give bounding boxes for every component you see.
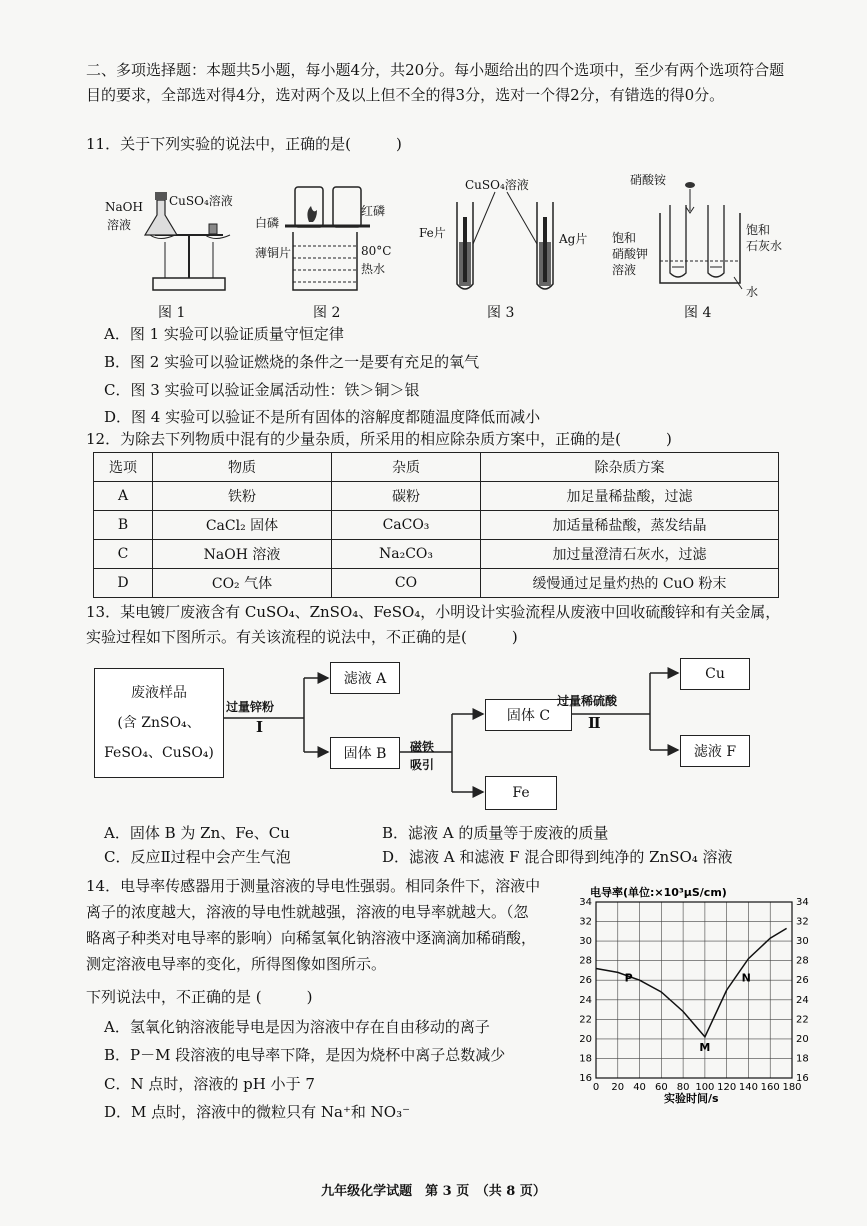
y-tick-label-right: 18 [796, 1053, 809, 1065]
y-tick-label-left: 34 [579, 897, 592, 908]
x-tick-label: 140 [738, 1082, 758, 1093]
q13-option-c: C．反应Ⅱ过程中会产生气泡 [104, 848, 291, 866]
x-tick-label: 120 [717, 1082, 737, 1093]
question-14-stem-line-3: 略离子种类对电导率的影响）向稀氢氧化钠溶液中逐滴滴加稀硝酸， [86, 929, 537, 947]
table-cell: 加过量澄清石灰水，过滤 [481, 540, 779, 569]
q13-option-a: A．固体 B 为 Zn、Fe、Cu [104, 824, 290, 842]
y-tick-label-right: 24 [796, 994, 809, 1006]
table-cell: B [94, 511, 153, 540]
fig2-white-p-label: 白磷 [255, 216, 280, 230]
table-cell: NaOH 溶液 [153, 540, 332, 569]
flow-sample-line-2: (含 ZnSO₄、 [117, 715, 201, 731]
q11-option-d: D．图 4 实验可以验证不是所有固体的溶解度都随温度降低而减小 [104, 408, 541, 426]
flow-waste-sample-box [94, 668, 224, 778]
question-14-stem-line-4: 测定溶液电导率的变化，所得图像如图所示。 [86, 955, 387, 973]
fig4-kno3-label-1: 饱和 [612, 231, 637, 245]
fig1-caption: 图 1 [158, 305, 186, 321]
y-tick-label-left: 18 [579, 1053, 592, 1065]
chart-xlabel: 实验时间/s [664, 1092, 719, 1105]
question-13-stem-line-2: 实验过程如下图所示。有关该流程的说法中，不正确的是( ) [86, 628, 518, 646]
x-tick-label: 80 [676, 1082, 690, 1093]
x-tick-label: 160 [760, 1082, 780, 1093]
question-13-stem-line-1: 13．某电镀厂废液含有 CuSO₄、ZnSO₄、FeSO₄，小明设计实验流程从废液中回收硫酸锌和有关金属， [86, 603, 781, 621]
flow-sample-line-1: 废液样品 [131, 685, 187, 701]
x-tick-label: 40 [633, 1082, 646, 1093]
x-tick-label: 20 [611, 1082, 625, 1093]
q11-option-c: C．图 3 实验可以验证金属活动性：铁＞铜＞银 [104, 381, 420, 399]
fig1-naoh-label-2: 溶液 [107, 218, 132, 232]
table-header: 杂质 [332, 453, 481, 482]
table-cell: D [94, 569, 153, 598]
conductivity-chart [560, 880, 810, 1110]
table-header: 选项 [94, 453, 153, 482]
flow-step2-number: Ⅱ [588, 714, 601, 732]
table-cell: 加适量稀盐酸，蒸发结晶 [481, 511, 779, 540]
q11-option-b: B．图 2 实验可以验证燃烧的条件之一是要有充足的氧气 [104, 353, 480, 371]
fig2-cu-sheet-label: 薄铜片 [255, 246, 292, 260]
table-cell: 缓慢通过足量灼热的 CuO 粉末 [481, 569, 779, 598]
y-tick-label-right: 20 [796, 1033, 809, 1045]
table-cell: CaCl₂ 固体 [153, 511, 332, 540]
y-tick-label-right: 22 [796, 1014, 809, 1026]
flow-magnet-label-2: 吸引 [410, 758, 435, 772]
question-14-stem-line-2: 离子的浓度越大，溶液的导电性就越强，溶液的电导率就越大。（忽 [86, 903, 529, 921]
table-cell: CO [332, 569, 481, 598]
chart-grid [596, 902, 792, 1078]
q13-option-b: B．滤液 A 的质量等于废液的质量 [382, 824, 609, 842]
fig4-water-label: 水 [746, 285, 759, 299]
y-tick-label-left: 26 [579, 975, 592, 987]
point-label-m: M [699, 1040, 711, 1054]
page-footer: 九年级化学试题 第 3 页 （共 8 页） [321, 1184, 546, 1199]
question-14-stem-line-1: 14．电导率传感器用于测量溶液的导电性强弱。相同条件下，溶液中 [86, 877, 541, 895]
fig2-temp-label: 80°C [361, 244, 392, 258]
y-tick-label-left: 32 [579, 916, 592, 928]
table-cell: 加足量稀盐酸，过滤 [481, 482, 779, 511]
y-tick-label-right: 34 [796, 897, 809, 908]
flow-filtrate-a-box: 滤液 A [330, 662, 400, 694]
flow-solid-b-box: 固体 B [330, 737, 400, 769]
fig4-lime-label-2: 石灰水 [746, 239, 783, 253]
table-header: 物质 [153, 453, 332, 482]
fig2-caption: 图 2 [313, 305, 341, 321]
y-tick-label-right: 30 [796, 936, 809, 948]
y-tick-label-right: 28 [796, 955, 809, 967]
q13-option-d: D．滤液 A 和滤液 F 混合即得到纯净的 ZnSO₄ 溶液 [382, 848, 733, 866]
section-title: 二、多项选择题：本题共5小题，每小题4分，共20分。每小题给出的四个选项中，至少有两个选项符合题目的要求，全部选对得4分，选对两个及以上但不全的得3分，选对一个得2分，有错选的得0分。 [86, 61, 785, 104]
y-tick-label-left: 22 [579, 1014, 592, 1026]
flow-cu-box: Cu [680, 658, 750, 690]
plot-border [596, 902, 792, 1078]
flow-solid-c-box: 固体 C [485, 699, 572, 731]
fig4-kno3-label-3: 溶液 [612, 263, 637, 277]
question-14-stem-line-5: 下列说法中，不正确的是 ( ) [86, 988, 313, 1006]
flow-sample-line-3: FeSO₄、CuSO₄) [104, 745, 214, 761]
q14-option-a: A．氢氧化钠溶液能导电是因为溶液中存在自由移动的离子 [104, 1018, 490, 1036]
fig4-kno3-label-2: 硝酸钾 [612, 247, 649, 261]
x-tick-label: 180 [782, 1082, 802, 1093]
table-header: 除杂质方案 [481, 453, 779, 482]
question-11-stem: 11．关于下列实验的说法中，正确的是( ) [86, 135, 402, 153]
fig2-red-p-label: 红磷 [361, 204, 386, 218]
chart-ylabel: 电导率(单位:×10³μS/cm) [590, 886, 727, 899]
table-cell: CaCO₃ [332, 511, 481, 540]
q14-option-b: B．P－M 段溶液的电导率下降，是因为烧杯中离子总数减少 [104, 1046, 506, 1064]
flow-step1-label: 过量锌粉 [226, 700, 275, 714]
fig3-fe-label: Fe片 [419, 226, 446, 240]
y-tick-label-left: 16 [579, 1073, 592, 1084]
q14-option-c: C．N 点时，溶液的 pH 小于 7 [104, 1075, 315, 1093]
table-cell: A [94, 482, 153, 511]
chart-ticks [579, 897, 808, 1093]
fig1-naoh-label: NaOH [105, 200, 143, 214]
flow-magnet-label-1: 磁铁 [410, 740, 435, 754]
point-label-n: N [741, 971, 751, 985]
y-tick-label-left: 30 [579, 936, 592, 948]
fig3-ag-label: Ag片 [559, 232, 588, 246]
fig4-nh4no3-label: 硝酸铵 [630, 173, 667, 187]
fig1-cuso4-label: CuSO₄溶液 [169, 194, 233, 208]
fig4-caption: 图 4 [684, 305, 712, 321]
flow-step2-label: 过量稀硫酸 [557, 694, 618, 708]
x-tick-label: 0 [592, 1082, 600, 1093]
y-tick-label-right: 26 [796, 975, 809, 987]
table-cell: C [94, 540, 153, 569]
table-cell: 碳粉 [332, 482, 481, 511]
point-label-p: P [624, 971, 633, 985]
flow-filtrate-f-box: 滤液 F [680, 735, 750, 767]
y-tick-label-left: 24 [579, 994, 592, 1006]
fig2-water-label: 热水 [361, 262, 386, 276]
flow-fe-box: Fe [485, 776, 557, 810]
y-tick-label-right: 16 [796, 1073, 809, 1084]
x-tick-label: 60 [654, 1082, 668, 1093]
table-cell: Na₂CO₃ [332, 540, 481, 569]
fig3-caption: 图 3 [487, 305, 515, 321]
table-cell: CO₂ 气体 [153, 569, 332, 598]
flow-step1-number: Ⅰ [256, 718, 264, 736]
question-12-stem: 12．为除去下列物质中混有的少量杂质，所采用的相应除杂质方案中，正确的是( ) [86, 430, 672, 448]
y-tick-label-left: 20 [579, 1033, 592, 1045]
y-tick-label-left: 28 [579, 955, 592, 967]
table-cell: 铁粉 [153, 482, 332, 511]
x-tick-label: 100 [695, 1082, 715, 1093]
fig4-lime-label-1: 饱和 [746, 223, 771, 237]
y-tick-label-right: 32 [796, 916, 809, 928]
fig3-cuso4-label: CuSO₄溶液 [465, 178, 529, 192]
q14-option-d: D．M 点时，溶液中的微粒只有 Na⁺和 NO₃⁻ [104, 1103, 411, 1121]
q11-option-a: A．图 1 实验可以验证质量守恒定律 [104, 325, 344, 343]
